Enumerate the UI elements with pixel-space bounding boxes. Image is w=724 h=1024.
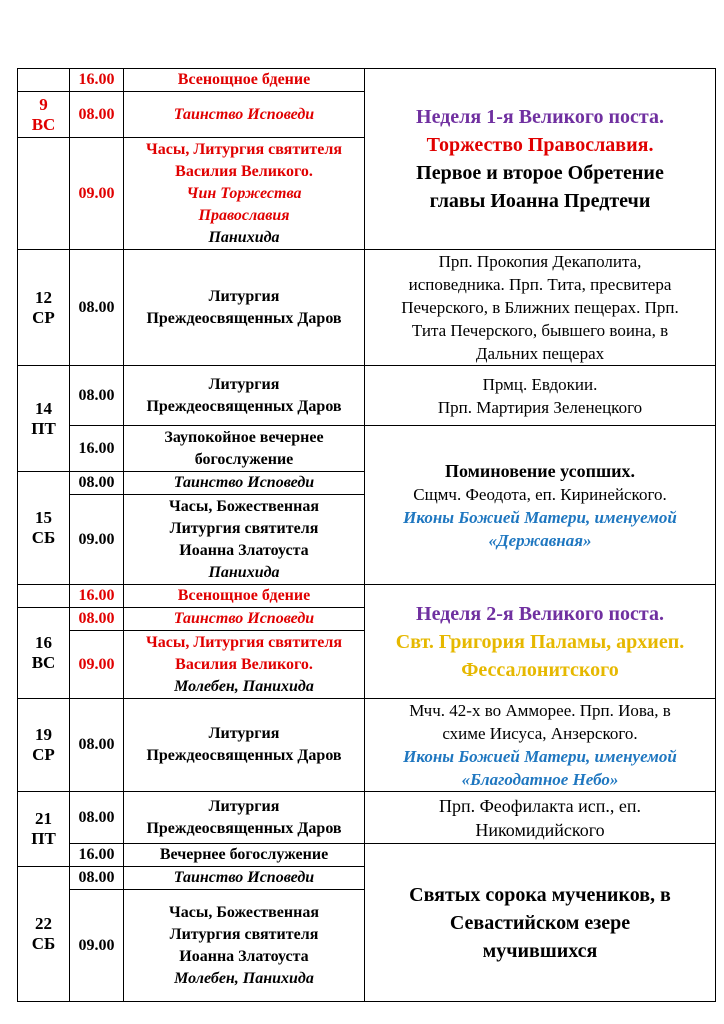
service-cell: Часы, Божественная Литургия святителя Иоанна Златоуста Молебен, Панихида — [124, 890, 365, 1002]
service-cell: Таинство Исповеди — [124, 472, 365, 495]
feast-cell: Прп. Феофилакта исп., еп. Никомидийского — [365, 792, 716, 844]
feast-cell: Поминовение усопших. Сщмч. Феодота, еп. Киринейского. Иконы Божией Матери, именуемой «Державная» — [365, 426, 716, 585]
day-cell: 21 ПТ — [18, 792, 70, 867]
service-cell: Таинство Исповеди — [124, 92, 365, 138]
service-cell: Часы, Литургия святителя Василия Великого. Чин Торжества Православия Панихида — [124, 138, 365, 250]
time-cell: 08.00 — [70, 366, 124, 426]
service-cell: Таинство Исповеди — [124, 608, 365, 631]
time-cell: 09.00 — [70, 631, 124, 699]
time-cell: 16.00 — [70, 844, 124, 867]
day-cell: 14 ПТ — [18, 366, 70, 472]
day-cell — [18, 585, 70, 608]
service-cell: Всенощное бдение — [124, 69, 365, 92]
service-cell: Литургия Преждеосвященных Даров — [124, 699, 365, 792]
day-cell: 22 СБ — [18, 867, 70, 1002]
time-cell: 08.00 — [70, 92, 124, 138]
time-cell: 16.00 — [70, 69, 124, 92]
service-cell: Вечернее богослужение — [124, 844, 365, 867]
service-cell: Всенощное бдение — [124, 585, 365, 608]
time-cell: 16.00 — [70, 585, 124, 608]
day-cell — [18, 69, 70, 92]
day-cell: 12 СР — [18, 250, 70, 366]
time-cell: 08.00 — [70, 250, 124, 366]
day-cell — [18, 138, 70, 250]
service-cell: Часы, Божественная Литургия святителя Иоанна Златоуста Панихида — [124, 495, 365, 585]
time-cell: 09.00 — [70, 138, 124, 250]
feast-cell: Святых сорока мучеников, в Севастийском езере мучившихся — [365, 844, 716, 1002]
feast-cell: Неделя 2-я Великого поста. Свт. Григория Паламы, архиеп. Фессалонитского — [365, 585, 716, 699]
time-cell: 09.00 — [70, 495, 124, 585]
service-cell: Часы, Литургия святителя Василия Великого. Молебен, Панихида — [124, 631, 365, 699]
feast-cell: Прп. Прокопия Декаполита, исповедника. Прп. Тита, пресвитера Печерского, в Ближних пещерах. Прп. Тита Печерского, бывшего воина, в Дальних пещерах — [365, 250, 716, 366]
feast-cell: Прмц. Евдокии. Прп. Мартирия Зеленецкого — [365, 366, 716, 426]
time-cell: 08.00 — [70, 472, 124, 495]
day-cell: 15 СБ — [18, 472, 70, 585]
service-cell: Литургия Преждеосвященных Даров — [124, 792, 365, 844]
service-cell: Заупокойное вечернее богослужение — [124, 426, 365, 472]
day-cell: 9 ВС — [18, 92, 70, 138]
time-cell: 08.00 — [70, 792, 124, 844]
time-cell: 08.00 — [70, 699, 124, 792]
service-cell: Литургия Преждеосвященных Даров — [124, 250, 365, 366]
time-cell: 16.00 — [70, 426, 124, 472]
service-cell: Таинство Исповеди — [124, 867, 365, 890]
time-cell: 08.00 — [70, 867, 124, 890]
schedule-table — [17, 68, 716, 1002]
feast-cell: Мчч. 42-х во Амморее. Прп. Иова, в схиме Иисуса, Анзерского. Иконы Божией Матери, именуемой «Благодатное Небо» — [365, 699, 716, 792]
feast-cell: Неделя 1-я Великого поста. Торжество Православия. Первое и второе Обретение главы Иоанна Предтечи — [365, 69, 716, 250]
time-cell: 08.00 — [70, 608, 124, 631]
service-cell: Литургия Преждеосвященных Даров — [124, 366, 365, 426]
day-cell: 16 ВС — [18, 608, 70, 699]
time-cell: 09.00 — [70, 890, 124, 1002]
day-cell: 19 СР — [18, 699, 70, 792]
